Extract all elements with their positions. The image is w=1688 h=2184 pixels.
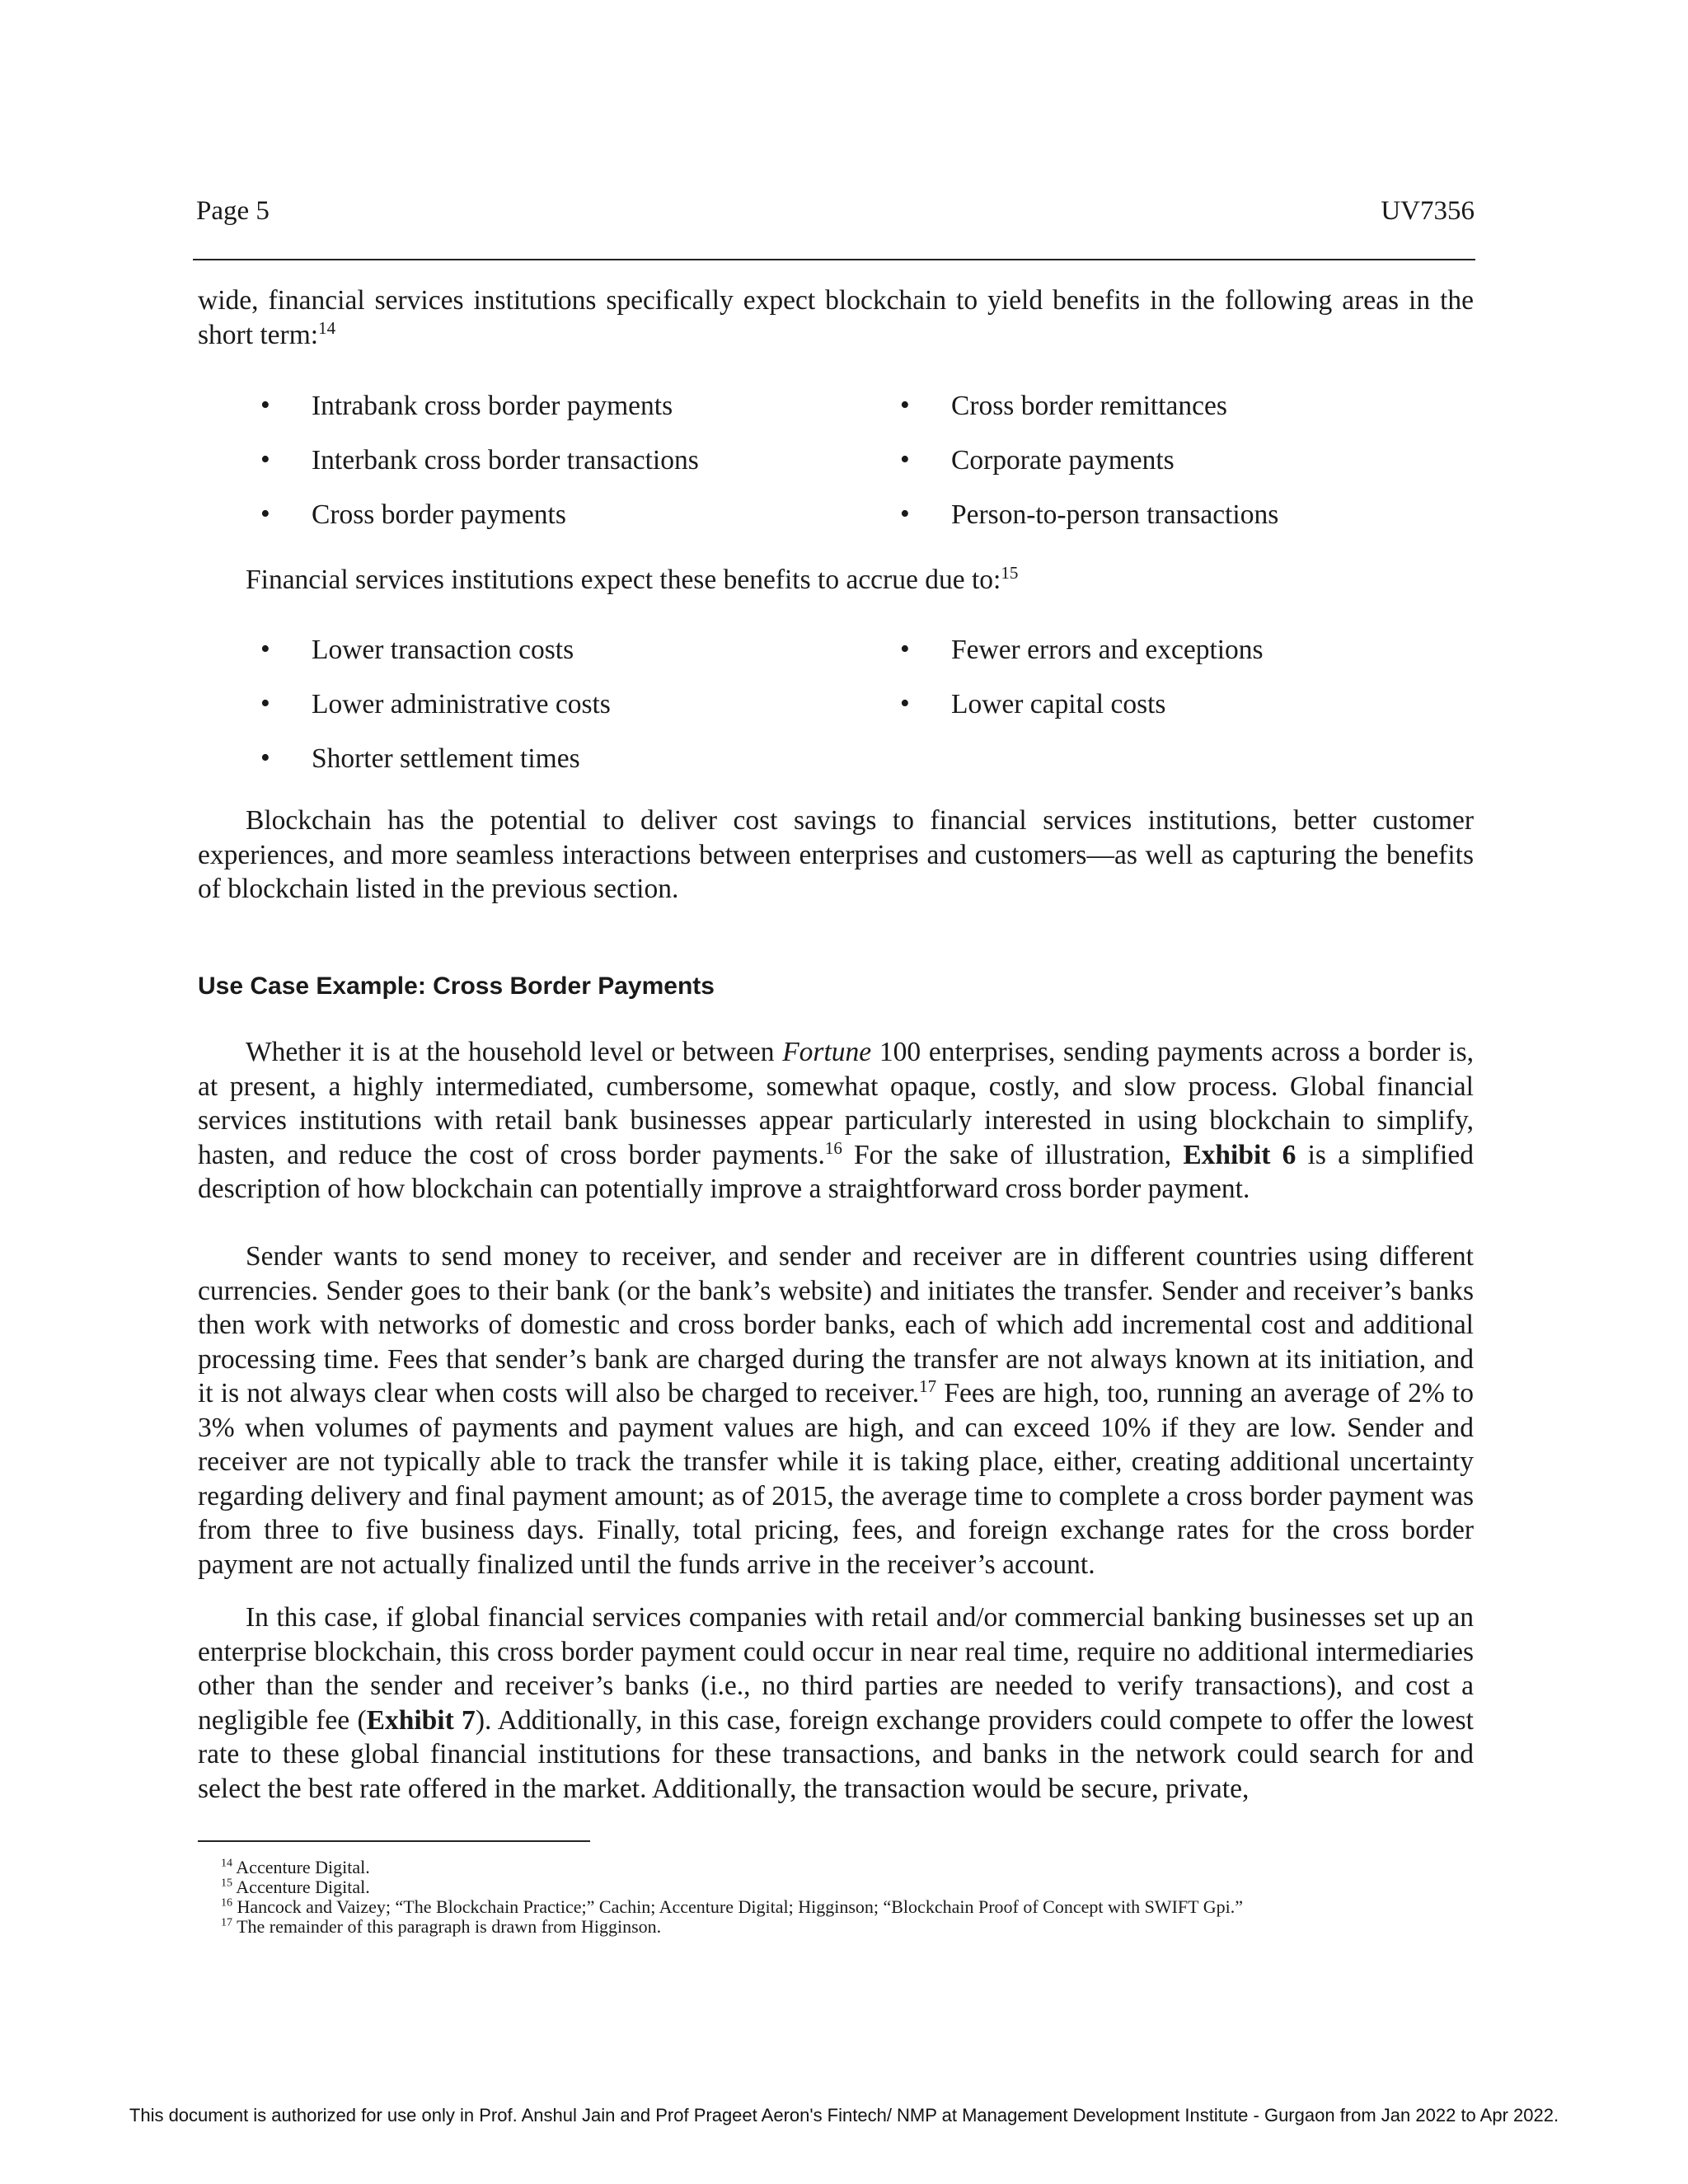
paragraph-2	[198, 1240, 1474, 1582]
paragraph-text: In this case, if global financial services companies with retail and/or commercial banking businesses set up an enterprise blockchain, this cross border payment could occur in near real time, require no additional intermediaries other than the sender and receiver’s banks (i.e., no third parties are needed to verify transactions), and cost a negligible fee (	[198, 1602, 1474, 1736]
footnotes	[221, 1858, 1243, 1937]
exhibit-7-ref: Exhibit 7	[366, 1704, 476, 1736]
list-item-text: Cross border payments	[312, 499, 566, 530]
paragraph-3	[198, 1601, 1474, 1806]
authorization-notice: This document is authorized for use only in Prof. Anshul Jain and Prof Prageet Aeron's Fintech/ NMP at Management Development Institute - Gurgaon from Jan 2022 to Apr 2022.	[129, 2105, 1559, 2125]
bullet-icon: •	[900, 390, 910, 420]
bullet-icon: •	[260, 743, 270, 773]
list-item-text: Cross border remittances	[951, 391, 1227, 421]
footnote-ref-15: 15	[1001, 562, 1019, 583]
footnote-text: Accenture Digital.	[232, 1857, 370, 1877]
footnote-text: Accenture Digital.	[232, 1877, 370, 1897]
intro-paragraph	[198, 284, 1474, 352]
fortune-italic: Fortune	[782, 1037, 872, 1067]
footnote-number: 16	[221, 1896, 232, 1910]
bullet-icon: •	[260, 444, 270, 475]
section-heading: Use Case Example: Cross Border Payments	[198, 972, 715, 1000]
footnote	[221, 1858, 1243, 1877]
paragraph-1	[198, 1035, 1474, 1207]
benefits-intro-text: Financial services institutions expect these benefits to accrue due to:	[246, 565, 1001, 595]
list-item-text: Lower transaction costs	[312, 635, 574, 665]
paragraph-text: Whether it is at the household level or between	[246, 1037, 783, 1067]
case-id: UV7356	[1381, 196, 1475, 226]
footnote-number: 14	[221, 1857, 232, 1870]
bullet-icon: •	[260, 634, 270, 664]
bullet-icon: •	[900, 634, 910, 664]
footnote	[221, 1877, 1243, 1897]
list-item-text: Person-to-person transactions	[951, 499, 1279, 530]
footnote-number: 15	[221, 1877, 232, 1890]
footnote-number: 17	[221, 1916, 232, 1929]
bullet-icon: •	[260, 390, 270, 420]
bullet-icon: •	[260, 688, 270, 719]
list-item-text: Corporate payments	[951, 445, 1175, 476]
footnote-text: The remainder of this paragraph is drawn from Higginson.	[232, 1916, 662, 1937]
list-item-text: Lower administrative costs	[312, 689, 611, 719]
bullet-icon: •	[900, 499, 910, 529]
paragraph-text: is a simplified description of how blockchain can potentially improve a straightforward cross border payment.	[198, 1139, 1474, 1204]
list-item-text: Interbank cross border transactions	[312, 445, 699, 476]
list-item-text: Shorter settlement times	[312, 743, 580, 774]
benefits-intro	[198, 563, 1474, 598]
bullet-icon: •	[900, 688, 910, 719]
footnote-rule	[198, 1840, 590, 1842]
bullet-icon: •	[900, 444, 910, 475]
footnote	[221, 1917, 1243, 1937]
intro-text: wide, financial services institutions specifically expect blockchain to yield benefits in the following areas in the short term:	[198, 285, 1474, 350]
paragraph-text: Sender wants to send money to receiver, and sender and receiver are in different countries using different currencies. Sender goes to their bank (or the bank’s website) and initiates the transfer. Sender and receiver’s banks then work with networks of domestic and cross border banks, each of which add incremental cost and additional processing time. Fees that sender’s bank are charged during the transfer are not always known at its initiation, and it is not always clear when costs will also be charged to receiver.	[198, 1241, 1474, 1408]
paragraph-text: For the sake of illustration,	[842, 1139, 1184, 1170]
page-number: Page 5	[196, 196, 270, 226]
footnote-text: Hancock and Vaizey; “The Blockchain Practice;” Cachin; Accenture Digital; Higginson; “Blockchain Proof of Concept with SWIFT Gpi.”	[232, 1896, 1243, 1917]
paragraph-text: ). Additionally, in this case, foreign exchange providers could compete to offer the lowest rate to these global financial institutions for these transactions, and banks in the network could search for and select the best rate offered in the market. Additionally, the transaction would be secure, private,	[198, 1704, 1474, 1804]
footnote	[221, 1897, 1243, 1917]
list-item-text: Fewer errors and exceptions	[951, 635, 1264, 665]
paragraph-text: 100 enterprises, sending payments across a border is, at present, a highly intermediated, cumbersome, somewhat opaque, costly, and slow process. Global financial services institutions with retail bank businesses appear particularly interested in using blockchain to simplify, hasten, and reduce the cost of cross border payments.	[198, 1037, 1474, 1170]
list-item-text: Intrabank cross border payments	[312, 391, 673, 421]
exhibit-6-ref: Exhibit 6	[1183, 1139, 1296, 1170]
paragraph-text: Fees are high, too, running an average of 2% to 3% when volumes of payments and payment values are high, and can exceed 10% if they are low. Sender and receiver are not typically able to track the transfer while it is taking place, either, creating additional uncertainty regarding delivery and final payment amount; as of 2015, the average time to complete a cross border payment was from three to five business days. Finally, total pricing, fees, and foreign exchange rates for the cross border payment are not actually finalized until the funds arrive in the receiver’s account.	[198, 1378, 1474, 1580]
bullet-icon: •	[260, 499, 270, 529]
footnote-ref-16: 16	[824, 1137, 842, 1158]
summary-text: Blockchain has the potential to deliver cost savings to financial services institutions, better customer experiences, and more seamless interactions between enterprises and customers—as well as capturing the benefits of blockchain listed in the previous section.	[198, 805, 1474, 904]
footnote-ref-14: 14	[318, 317, 336, 338]
summary-paragraph	[198, 804, 1474, 907]
header-rule	[193, 259, 1475, 260]
footnote-ref-17: 17	[919, 1376, 937, 1396]
list-item-text: Lower capital costs	[951, 689, 1166, 719]
